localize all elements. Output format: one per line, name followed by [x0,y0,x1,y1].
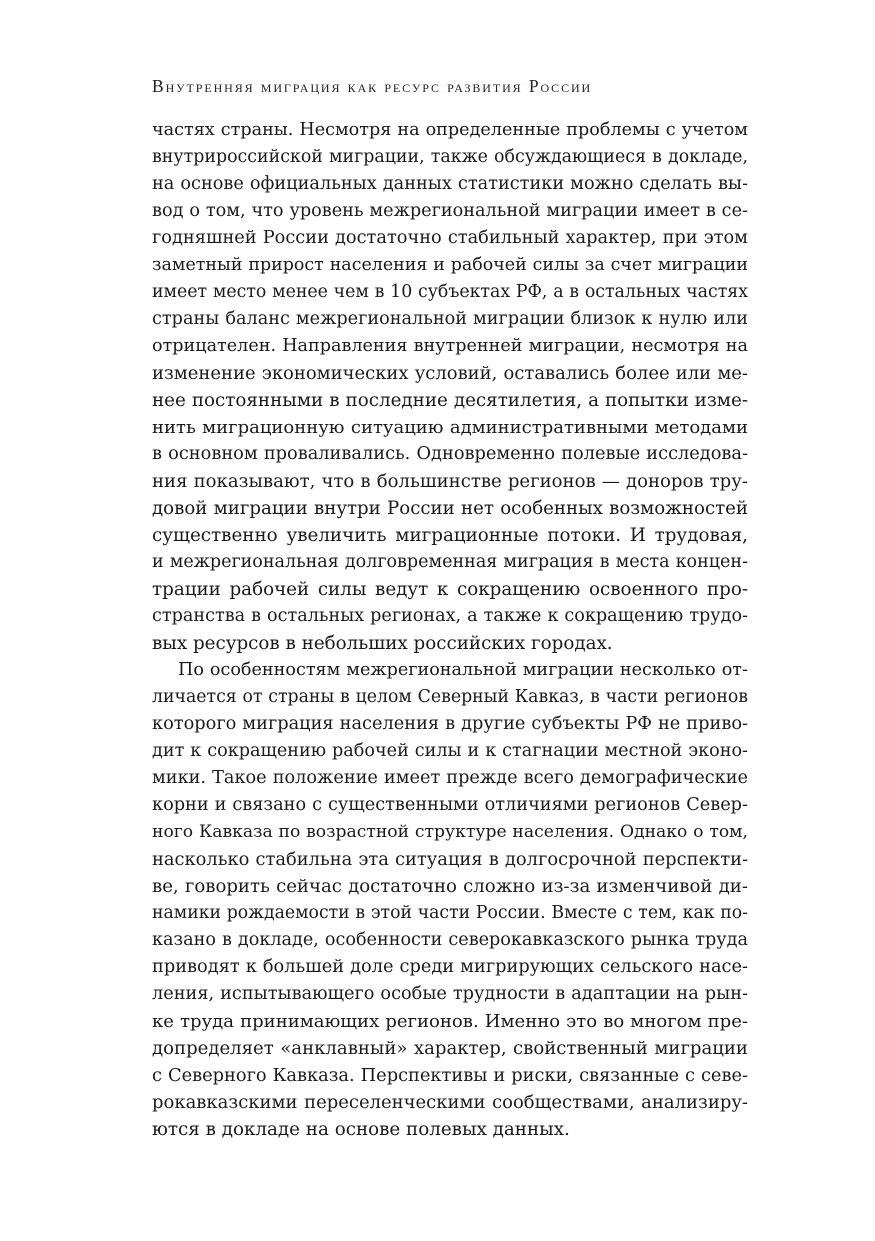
text-line: имеет место менее чем в 10 субъектах РФ, а в остальных частях [152,282,748,302]
text-line: существенно увеличить миграционные потоки. И трудовая, [152,525,748,546]
text-line: отрицателен. Направления внутренней миграции, несмотря на [152,336,748,356]
text-line: на основе официальных данных статистики можно сделать вы- [152,174,748,194]
text-line: страны баланс межрегиональной миграции близок к нулю или [152,309,748,329]
text-line: мики. Такое положение имеет прежде всего демографические [152,768,748,788]
text-line: вод о том, что уровень межрегиональной миграции имеет в се- [152,201,748,221]
body-text [152,117,748,1143]
text-line: и межрегиональная долговременная миграция в места концен- [152,552,748,572]
text-line: насколько стабильна эта ситуация в долгосрочной перспекти- [152,849,748,870]
text-line: ного Кавказа по возрастной структуре населения. Однако о том, [152,822,748,842]
text-line: странства в остальных регионах, а также к сокращению трудо- [152,606,748,626]
text-line: трации рабочей силы ведут к сокращению освоенного про- [152,579,748,600]
text-line: ния показывают, что в большинстве регионов — доноров тру- [152,471,748,492]
text-line: внутрироссийской миграции, также обсуждающиеся в докладе, [152,147,748,167]
text-line: рокавказскими переселенческими сообществами, анализиру- [152,1092,748,1113]
text-line: изменение экономических условий, оставались более или ме- [152,363,748,384]
text-line: в основном проваливались. Одновременно полевые исследова- [152,444,748,464]
text-line: намики рождаемости в этой части России. Вместе с тем, как по- [152,903,748,923]
text-line: ве, говорить сейчас достаточно сложно из-за изменчивой ди- [152,876,748,897]
text-line: корни и связано с существенными отличиями регионов Север- [152,795,748,815]
text-line: казано в докладе, особенности северокавказского рынка труда [152,930,748,950]
text-line: вых ресурсов в небольших российских городах. [152,633,613,654]
text-line: ке труда принимающих регионов. Именно это во многом пре- [152,1011,748,1032]
text-line: ления, испытывающего особые трудности в адаптации на рын- [152,984,748,1004]
text-line: приводят к большей доле среди мигрирующих сельского насе- [152,957,748,977]
text-line: заметный прирост населения и рабочей силы за счет миграции [152,255,748,275]
text-line: с Северного Кавказа. Перспективы и риски, связанные с севе- [152,1065,748,1086]
text-line: личается от страны в целом Северный Кавказ, в части регионов [152,687,748,707]
text-line: которого миграция населения в другие субъекты РФ не приво- [152,714,748,734]
text-line: допределяет «анклавный» характер, свойственный миграции [152,1038,748,1059]
text-line: нее постоянными в последние десятилетия, а попытки изме- [152,390,748,411]
running-head: Внутренняя миграция как ресурс развития России [152,76,593,96]
paragraph-2 [152,657,748,1143]
text-line: годняшней России достаточно стабильный характер, при этом [152,228,748,248]
text-line: По особенностям межрегиональной миграции несколько от- [178,660,748,680]
text-line: нить миграционную ситуацию административными методами [152,417,748,438]
text-line: довой миграции внутри России нет особенных возможностей [152,498,748,519]
text-line: дит к сокращению рабочей силы и к стагнации местной эконо- [152,741,748,761]
text-line: ются в докладе на основе полевых данных. [152,1119,570,1140]
paragraph-1 [152,117,748,657]
text-line: частях страны. Несмотря на определенные проблемы с учетом [152,120,748,140]
